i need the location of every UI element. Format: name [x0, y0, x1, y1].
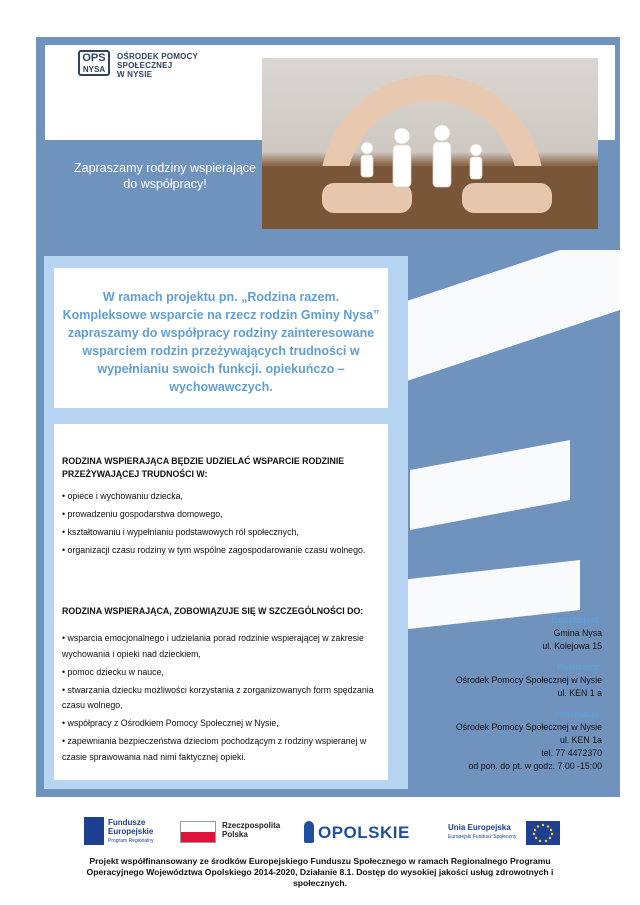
beneficjent-line: Gmina Nysa [553, 628, 602, 638]
informacje-line: od pon. do pt. w godz. 7:00 -15:00 [468, 761, 602, 771]
informacje-label: Informacje: [554, 709, 602, 719]
beneficjent-label: Beneficjent: [551, 615, 602, 625]
fe-title: Fundusze Europejskie [108, 818, 154, 836]
opolskie-logo [304, 821, 424, 847]
list-item: • zapewniania bezpieczeństwa dzieciom pochodzącym z rodziny wspieranej w czasie sprawowania nad nimi faktycznej opieki. [62, 736, 367, 762]
list-item: • organizacji czasu rodziny w tym wspólne zagospodarowanie czasu wolnego. [62, 545, 366, 555]
decorative-stripes [380, 250, 620, 670]
family-illustration [262, 58, 598, 229]
logo-top-text: OPS [82, 52, 106, 64]
footer-text: Projekt współfinansowany ze środków Europejskiego Funduszu Społecznego w ramach Regionalnego Programu Operacyjnego Województwa Opolskiego 2014-2020, Działanie 8.1. Dostęp do wysokiej jakości usług zdrowotnych i społecznych. [86, 856, 554, 888]
poland-flag-icon [180, 821, 216, 843]
eu-flag-icon [526, 821, 560, 845]
pl-title: Rzeczpospolita Polska [222, 821, 281, 839]
realizator-line: ul. KEN 1 a [557, 688, 602, 698]
fundusze-europejskie-logo [84, 815, 174, 847]
funding-logos [0, 815, 640, 853]
informacje-line: Ośrodek Pomocy Społecznej w Nysie [455, 722, 602, 732]
section1-title: RODZINA WSPIERAJĄCA BĘDZIE UDZIELAĆ WSPARCIE RODZINIE PRZEŻYWAJĄCEJ TRUDNOŚCI W: [62, 456, 345, 479]
list-item: • wsparcia emocjonalnego i udzielania porad rodzinie wspierającej w zakresie wychowania i opieki nad dzieckiem, [62, 633, 364, 659]
list-item: • prowadzeniu gospodarstwa domowego, [62, 509, 223, 519]
informacje-line: tel. 77 4472370 [541, 748, 602, 758]
opolskie-title: OPOLSKIE [318, 823, 410, 842]
list-item: • współpracy z Ośrodkiem Pomocy Społecznej w Nysie, [62, 718, 279, 728]
section2-title: RODZINA WSPIERAJĄCA, ZOBOWIĄZUJE SIĘ W SZCZEGÓLNOŚCI DO: [62, 606, 364, 616]
intro-text: W ramach projektu pn. „Rodzina razem. Kompleksowe wsparcie na rzecz rodzin Gminy Nysa” zapraszamy do współpracy rodziny zainteresowane wsparciem rodzin przeżywających trudności w wypełnianiu swoich funkcji. opiekuńczo – wychowawczych. [62, 290, 380, 394]
organization-name: OŚRODEK POMOCY SPOŁECZNEJ W NYSIE [117, 52, 199, 79]
logo-bottom-text: NYSA [82, 65, 106, 74]
list-item: • stwarzania dziecku możliwości korzystania z zorganizowanych form spędzania czasu wolnego, [62, 684, 374, 710]
rzeczpospolita-logo [180, 819, 290, 847]
fe-star-icon [84, 817, 104, 845]
fe-subtitle: Program Regionalny [108, 838, 154, 844]
list-item: • opiece i wychowaniu dziecka, [62, 491, 183, 501]
ops-logo [78, 50, 110, 76]
family-hands-photo [262, 58, 598, 229]
contact-info [420, 614, 602, 773]
ue-title: Unia Europejska [448, 823, 511, 832]
unia-europejska-logo [448, 819, 558, 847]
section1-list [62, 489, 382, 561]
list-item: • kształtowaniu i wypełnianiu podstawowych ról społecznych, [62, 527, 299, 537]
informacje-line: ul. KEN 1a [559, 735, 602, 745]
list-item: • pomoc dziecku w nauce, [62, 666, 164, 677]
opolskie-icon [304, 821, 314, 843]
ue-subtitle: Europejski Fundusz Społeczny [448, 834, 517, 840]
realizator-line: Ośrodek Pomocy Społecznej w Nysie [455, 675, 602, 685]
realizator-label: Realizator: [557, 662, 602, 672]
beneficjent-line: ul. Kolejowa 15 [542, 641, 602, 651]
invite-heading: Zapraszamy rodziny wspierające do współpracy! [73, 161, 256, 191]
section2-list [62, 631, 382, 768]
